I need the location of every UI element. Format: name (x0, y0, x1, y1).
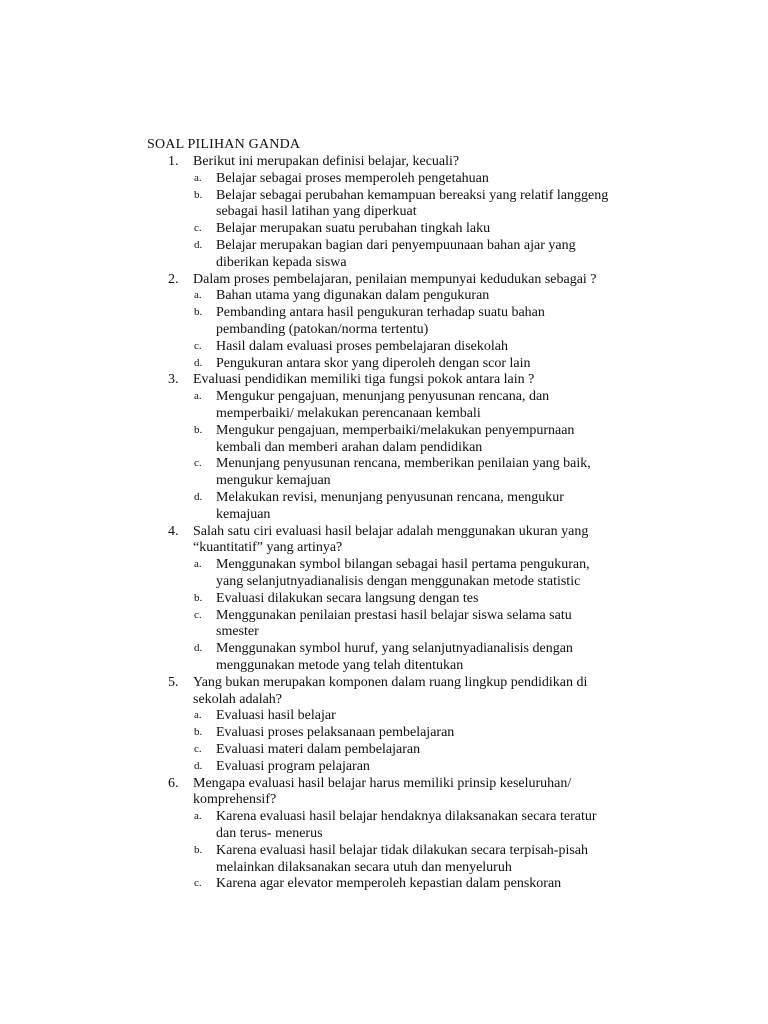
option-letter: c. (194, 339, 202, 352)
question-text: komprehensif? (193, 792, 277, 808)
option-text: Menunjang penyusunan rencana, memberikan penilaian yang baik, (216, 456, 591, 472)
question-text: Mengapa evaluasi hasil belajar harus memiliki prinsip keseluruhan/ (193, 775, 572, 791)
option-text: memperbaiki/ melakukan perencanaan kembali (216, 405, 481, 421)
option-text: Evaluasi dilakukan secara langsung dengan tes (216, 590, 479, 606)
option-letter: d. (194, 759, 203, 772)
option-text: yang selanjutnyadianalisis dengan menggunakan metode statistic (216, 573, 581, 589)
option-text: menggunakan metode yang telah ditentukan (216, 657, 464, 673)
option-text: mengukur kemajuan (216, 473, 331, 489)
question-text: Salah satu ciri evaluasi hasil belajar adalah menggunakan ukuran yang (193, 523, 589, 539)
option-text: kemajuan (216, 506, 271, 522)
option-text: Pengukuran antara skor yang diperoleh dengan scor lain (216, 355, 531, 371)
option-letter: b. (194, 188, 203, 201)
question-text: Evaluasi pendidikan memiliki tiga fungsi pokok antara lain ? (193, 372, 535, 388)
option-text: Evaluasi proses pelaksanaan pembelajaran (216, 725, 455, 741)
question-number: 3. (168, 372, 179, 388)
option-letter: d. (194, 239, 203, 251)
option-text: Menggunakan symbol bilangan sebagai hasil pertama pengukuran, (216, 557, 590, 573)
option-letter: a. (194, 558, 202, 571)
option-text: Hasil dalam evaluasi proses pembelajaran disekolah (216, 338, 508, 354)
option-text: diberikan kepada siswa (216, 254, 347, 270)
option-letter: d. (194, 356, 203, 369)
document-title: SOAL PILIHAN GANDA (147, 137, 301, 152)
option-letter: d. (194, 642, 203, 655)
option-letter: a. (194, 810, 202, 823)
option-text: Evaluasi materi dalam pembelajaran (216, 742, 421, 757)
option-letter: c. (194, 608, 202, 621)
option-text: Belajar merupakan bagian dari penyempuunaan bahan ajar yang (216, 238, 576, 253)
option-letter: b. (194, 726, 203, 739)
question-text: Dalam proses pembelajaran, penilaian mempunyai kedudukan sebagai ? (193, 271, 597, 287)
option-letter: b. (194, 591, 203, 604)
option-text: Pembanding antara hasil pengukuran terhadap suatu bahan (216, 305, 545, 321)
option-text: Bahan utama yang digunakan dalam pengukuran (216, 288, 490, 304)
question-text: Yang bukan merupakan komponen dalam ruang lingkup pendidikan di (193, 674, 588, 690)
option-text: Evaluasi hasil belajar (216, 708, 336, 724)
option-letter: a. (194, 289, 202, 302)
option-letter: b. (194, 306, 203, 319)
question-number: 6. (168, 775, 179, 791)
option-text: dan terus- menerus (216, 825, 323, 841)
question-number: 1. (168, 154, 179, 169)
option-letter: c. (194, 743, 202, 755)
option-text: Belajar sebagai proses memperoleh pengetahuan (216, 170, 489, 186)
question-text: sekolah adalah? (193, 691, 283, 707)
option-letter: d. (194, 491, 203, 503)
option-text: Evaluasi program pelajaran (216, 758, 370, 774)
option-letter: c. (194, 222, 202, 235)
option-letter: b. (194, 423, 203, 436)
question-number: 5. (168, 674, 179, 690)
option-letter: c. (194, 457, 202, 470)
option-letter: a. (194, 709, 202, 722)
question-number: 2. (168, 271, 179, 287)
option-text: melainkan dilaksanakan secara utuh dan menyeluruh (216, 859, 512, 875)
option-text: Melakukan revisi, menunjang penyusunan rencana, mengukur (216, 490, 564, 505)
option-text: Belajar sebagai perubahan kemampuan bereaksi yang relatif langgeng (216, 187, 609, 203)
option-text: Karena agar elevator memperoleh kepastian dalam penskoran (216, 876, 562, 892)
option-text: pembanding (patokan/norma tertentu) (216, 321, 429, 337)
option-text: sebagai hasil latihan yang diperkuat (216, 204, 417, 220)
option-text: smester (216, 624, 259, 640)
question-text: “kuantitatif” yang artinya? (193, 540, 343, 556)
option-text: Belajar merupakan suatu perubahan tingkah laku (216, 221, 491, 237)
option-text: Mengukur pengajuan, memperbaiki/melakukan penyempurnaan (216, 422, 575, 438)
option-text: Menggunakan penilaian prestasi hasil belajar siswa selama satu (216, 607, 572, 623)
question-number: 4. (168, 523, 179, 539)
option-letter: a. (194, 171, 202, 184)
option-letter: c. (194, 877, 202, 890)
option-text: Menggunakan symbol huruf, yang selanjutnyadianalisis dengan (216, 641, 573, 657)
option-text: Mengukur pengajuan, menunjang penyusunan rencana, dan (216, 389, 550, 405)
option-text: kembali dan memberi arahan dalam pendidikan (216, 439, 483, 455)
option-letter: a. (194, 390, 202, 403)
option-text: Karena evaluasi hasil belajar hendaknya dilaksanakan secara teratur (216, 809, 597, 825)
question-text: Berikut ini merupakan definisi belajar, kecuali? (193, 154, 460, 169)
option-letter: b. (194, 843, 203, 856)
option-text: Karena evaluasi hasil belajar tidak dilakukan secara terpisah-pisah (216, 842, 589, 858)
